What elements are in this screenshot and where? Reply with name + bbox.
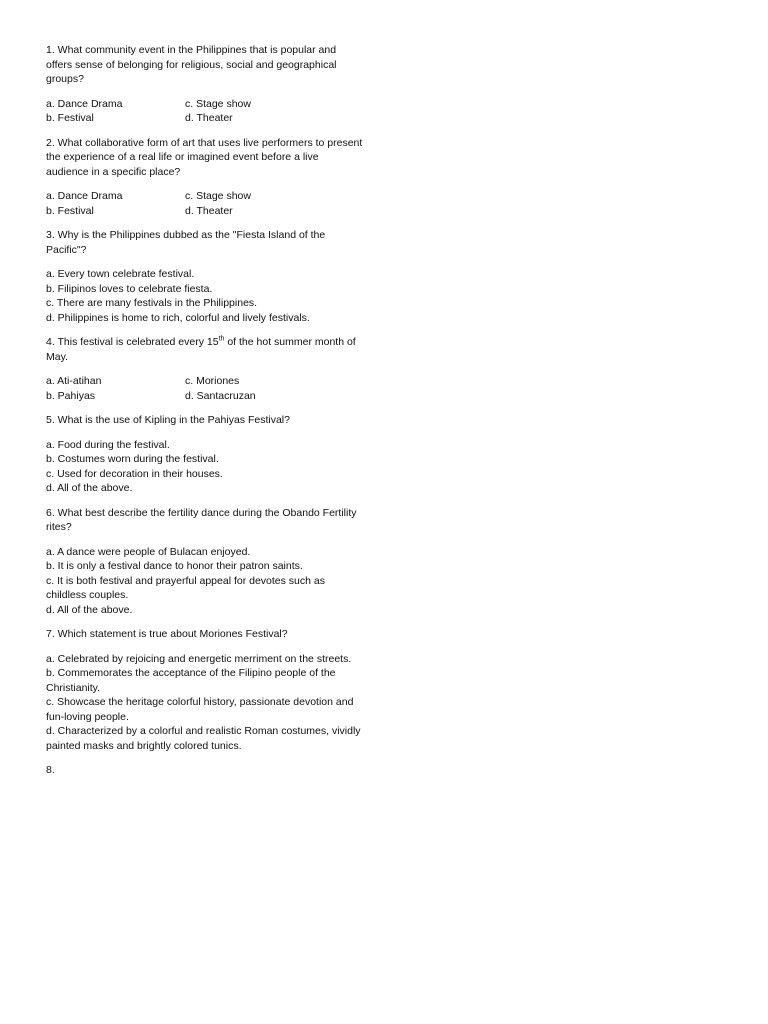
ordinal-suffix: th xyxy=(218,335,225,343)
option-d: d. Santacruzan xyxy=(185,389,256,402)
question-7-options xyxy=(46,652,364,754)
option-a: a. A dance were people of Bulacan enjoyed. xyxy=(46,545,251,558)
option-b: b. Commemorates the acceptance of the Filipino people of the Christianity. xyxy=(46,667,336,694)
option-d: d. All of the above. xyxy=(46,603,133,616)
question-1-options xyxy=(46,97,364,126)
question-2-options xyxy=(46,189,364,218)
option-d: d. Philippines is home to rich, colorful and lively festivals. xyxy=(46,311,310,324)
question-6-options xyxy=(46,545,364,618)
question-6-text: 6. What best describe the fertility dance during the Obando Fertility rites? xyxy=(46,506,357,533)
question-4-text-after: of the hot summer month of May. xyxy=(46,336,356,363)
option-c: c. Stage show xyxy=(185,97,251,110)
option-d: d. Characterized by a colorful and realistic Roman costumes, vividly painted masks and brightly colored tunics. xyxy=(46,725,361,752)
option-a: a. Celebrated by rejoicing and energetic merriment on the streets. xyxy=(46,652,352,665)
question-5-text: 5. What is the use of Kipling in the Pahiyas Festival? xyxy=(46,414,290,426)
option-c: c. It is both festival and prayerful appeal for devotes such as childless couples. xyxy=(46,574,325,601)
question-3-options xyxy=(46,267,364,325)
option-c: c. Moriones xyxy=(185,375,240,387)
option-b: b. Festival xyxy=(46,204,94,217)
option-b: b. Pahiyas xyxy=(46,389,96,402)
option-a: a. Dance Drama xyxy=(46,97,123,110)
option-a: a. Dance Drama xyxy=(46,190,123,202)
question-1-text: 1. What community event in the Philippines that is popular and offers sense of belonging for religious, social and geographical groups? xyxy=(46,44,337,85)
question-5-options xyxy=(46,438,364,496)
option-b: b. Costumes worn during the festival. xyxy=(46,453,219,465)
question-2-text: 2. What collaborative form of art that uses live performers to present the experience of a real life or imagined event before a live audience in a specific place? xyxy=(46,136,363,178)
question-4-text-before: 4. This festival is celebrated every 15 xyxy=(46,336,219,348)
option-d: d. Theater xyxy=(185,112,233,124)
option-c: c. Used for decoration in their houses. xyxy=(46,467,223,480)
option-b: b. Festival xyxy=(46,112,94,124)
option-a: a. Ati-atihan xyxy=(46,375,102,387)
option-a: a. Every town celebrate festival. xyxy=(46,268,195,280)
question-8-text: 8. xyxy=(46,764,55,776)
option-a: a. Food during the festival. xyxy=(46,438,170,451)
option-c: c. There are many festivals in the Philippines. xyxy=(46,297,258,309)
option-b: b. It is only a festival dance to honor their patron saints. xyxy=(46,560,303,572)
option-d: d. Theater xyxy=(185,204,233,217)
option-c: c. Stage show xyxy=(185,190,251,202)
option-b: b. Filipinos loves to celebrate fiesta. xyxy=(46,282,213,295)
question-4-text xyxy=(46,335,364,364)
question-3-text: 3. Why is the Philippines dubbed as the "Fiesta Island of the Pacific"? xyxy=(46,229,326,256)
option-c: c. Showcase the heritage colorful history, passionate devotion and fun-loving people. xyxy=(46,696,354,723)
option-d: d. All of the above. xyxy=(46,482,133,494)
question-7-text: 7. Which statement is true about Moriones Festival? xyxy=(46,628,288,640)
quiz-document xyxy=(46,43,364,788)
question-4-options xyxy=(46,374,364,403)
